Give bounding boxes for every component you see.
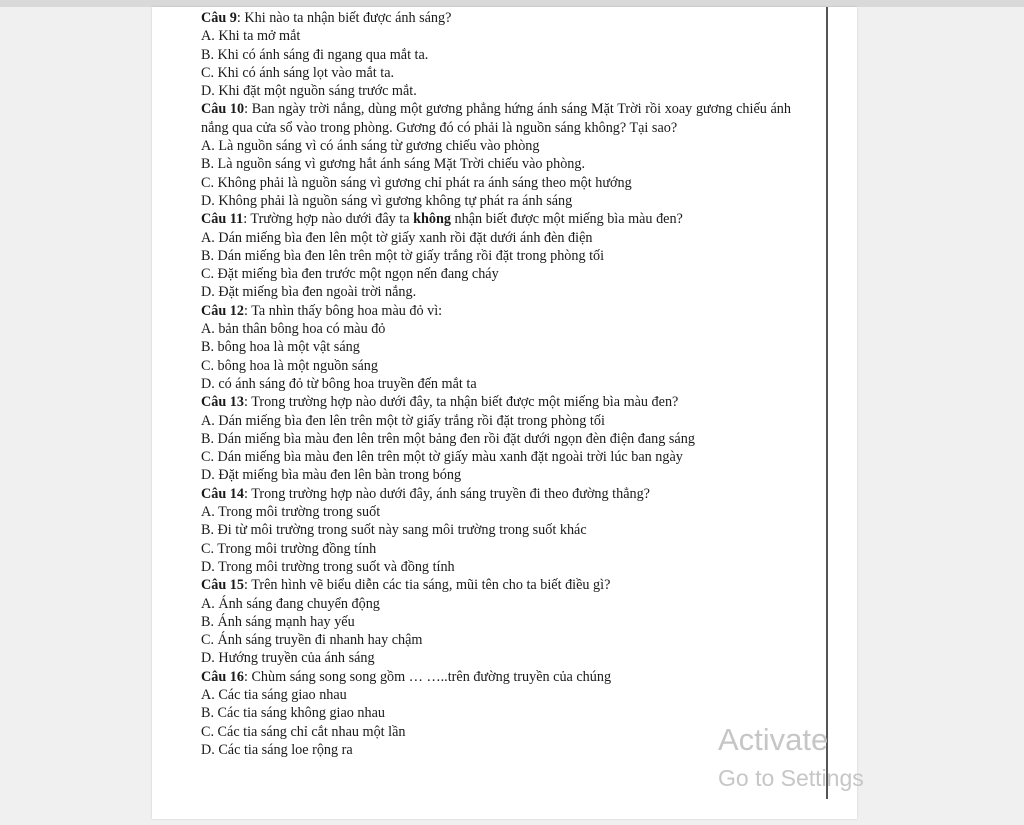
option-b: B. Ánh sáng mạnh hay yếu [201,613,355,630]
option-d: D. Hướng truyền của ánh sáng [201,650,375,667]
option-c: C. bông hoa là một nguồn sáng [201,357,378,374]
question-text: : Khi nào ta nhận biết được ánh sáng? [236,10,452,26]
question-text: : Ta nhìn thấy bông hoa màu đỏ vì: [243,302,443,319]
question-label: Câu 16 [201,668,244,685]
option-c: C. Đặt miếng bìa đen trước một ngọn nến đang cháy [201,266,499,283]
question-label: Câu 14 [201,485,244,502]
page-edge-line [826,7,828,799]
option-c: C. Trong môi trường đồng tính [201,540,377,557]
question-label: Câu 13 [201,394,244,411]
option-a: A. Các tia sáng giao nhau [201,686,347,703]
option-a: A. Ánh sáng đang chuyển động [201,595,380,612]
question-12 [201,302,791,320]
question-text: : Trong trường hợp nào dưới đây, ta nhận biết được một miếng bìa màu đen? [243,394,679,411]
option-d: D. Đặt miếng bìa đen ngoài trời nắng. [201,284,417,301]
question-15 [201,576,791,594]
option-c: C. Khi có ánh sáng lọt vào mắt ta. [201,64,395,81]
option-d: D. Đặt miếng bìa màu đen lên bàn trong bóng [201,467,462,484]
question-text: : Trên hình vẽ biểu diễn các tia sáng, mũi tên cho ta biết điều gì? [243,577,611,594]
option-b: B. Dán miếng bìa đen lên trên một tờ giấy trắng rồi đặt trong phòng tối [201,247,605,264]
question-10 [201,100,791,137]
question-label: Câu 9 [201,10,237,26]
question-text: : Chùm sáng song song gồm … …..trên đường truyền của chúng [243,668,612,685]
option-b: B. Dán miếng bìa màu đen lên trên một bảng đen rồi đặt dưới ngọn đèn điện đang sáng [201,430,695,447]
option-a: A. bản thân bông hoa có màu đỏ [201,321,386,338]
go-to-settings-watermark: Go to Settings [718,765,864,791]
activate-windows-watermark: Activate [718,722,829,757]
option-d: D. Khi đặt một nguồn sáng trước mắt. [201,83,417,100]
option-c: C. Dán miếng bìa màu đen lên trên một tờ giấy màu xanh đặt ngoài trời lúc ban ngày [201,449,683,466]
option-b: B. bông hoa là một vật sáng [201,339,360,356]
option-b: B. Là nguồn sáng vì gương hắt ánh sáng Mặt Trời chiếu vào phòng. [201,156,586,173]
question-9 [201,9,791,27]
option-d: D. Trong môi trường trong suốt và đồng tính [201,558,455,575]
option-b: B. Đi từ môi trường trong suốt này sang môi trường trong suốt khác [201,522,587,539]
option-c: C. Các tia sáng chỉ cắt nhau một lần [201,723,406,740]
question-text: : Ban ngày trời nắng, dùng một gương phẳng hứng ánh sáng Mặt Trời rồi xoay gương chiếu ánh nắng qua cửa sổ vào trong phòng. Gương đó có phải là nguồn sáng không? Tại sao? [201,101,791,136]
option-c: C. Ánh sáng truyền đi nhanh hay chậm [201,632,423,649]
option-d: D. có ánh sáng đỏ từ bông hoa truyền đến mắt ta [201,375,477,392]
question-text-emphasis: không [413,211,451,228]
question-13 [201,393,791,411]
question-11 [201,210,791,228]
option-d: D. Các tia sáng loe rộng ra [201,741,353,758]
option-a: A. Trong môi trường trong suốt [201,504,381,521]
question-label: Câu 11 [201,211,244,228]
question-label: Câu 12 [201,302,244,319]
option-d: D. Không phải là nguồn sáng vì gương không tự phát ra ánh sáng [201,192,573,209]
option-b: B. Các tia sáng không giao nhau [201,705,386,722]
question-label: Câu 10 [201,101,245,118]
question-text-pre: : Trường hợp nào dưới đây ta [243,211,414,228]
option-a: A. Dán miếng bìa đen lên một tờ giấy xanh rồi đặt dưới ánh đèn điện [201,229,593,246]
document-content [201,9,791,759]
option-b: B. Khi có ánh sáng đi ngang qua mắt ta. [201,46,429,63]
question-text: : Trong trường hợp nào dưới đây, ánh sáng truyền đi theo đường thẳng? [243,485,650,502]
option-a: A. Là nguồn sáng vì có ánh sáng từ gương chiếu vào phòng [201,138,540,155]
question-label: Câu 15 [201,577,244,594]
question-14 [201,485,791,503]
question-text-post: nhận biết được một miếng bìa màu đen? [450,211,683,228]
option-a: A. Khi ta mở mắt [201,28,301,45]
question-16 [201,668,791,686]
top-bar [0,0,1024,7]
option-c: C. Không phải là nguồn sáng vì gương chỉ phát ra ánh sáng theo một hướng [201,174,632,191]
option-a: A. Dán miếng bìa đen lên trên một tờ giấy trắng rồi đặt trong phòng tối [201,412,605,429]
